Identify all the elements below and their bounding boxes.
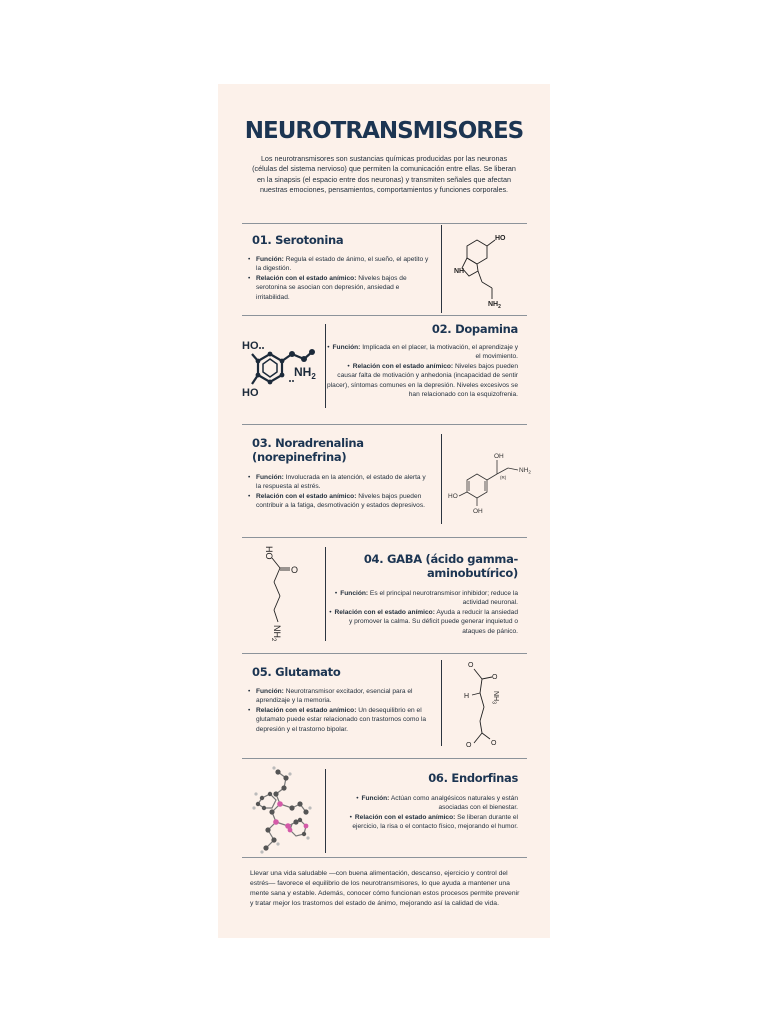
- list-item: • Relación con el estado anímico: Niveles bajos pueden contribuir a la fatiga, desmotivación y estados depresivos.: [248, 492, 431, 511]
- svg-text:NH2: $NH_2$: [270, 625, 282, 642]
- section-title-gaba: 04. GABA (ácido gamma-aminobutírico): [363, 552, 518, 580]
- svg-text:HO: HO: [242, 387, 259, 399]
- svg-text:OH: OH: [494, 453, 504, 460]
- vertical-divider: [441, 660, 442, 746]
- section-list-noradrenalina: [248, 473, 431, 511]
- list-item: • Relación con el estado anímico: Niveles bajos pueden causar falta de motivación y anhedonia (incapacidad de sentir placer), síntomas comunes en la depresión. Niveles excesivos se han relacionado con la esquizofrenia.: [326, 362, 518, 400]
- svg-text:NH3: $NH_3$: [490, 691, 499, 704]
- svg-text:(R): (R): [500, 475, 507, 480]
- section-list-endorfinas: [338, 794, 518, 832]
- svg-text:NH: NH: [454, 268, 465, 275]
- svg-text:O: O: [466, 742, 472, 749]
- divider: [242, 223, 527, 224]
- list-item: • Función: Neurotransmisor excitador, esencial para el aprendizaje y la memoria.: [248, 687, 428, 706]
- divider: [242, 537, 527, 538]
- vertical-divider: [441, 434, 442, 524]
- closing-paragraph: Llevar una vida saludable —con buena alimentación, descanso, ejercicio y control del estrés— favorece el equilibrio de los neurotransmisores, lo que ayuda a mantener una mente sana y estable. Además, conocer cómo funcionan estos procesos permite prevenir y tratar mejor los trastornos del estado de ánimo, mejorando así la calidad de vida.: [250, 870, 520, 907]
- divider: [242, 653, 527, 654]
- intro-paragraph: Los neurotransmisores son sustancias químicas producidas por las neuronas (células del sistema nervioso) que permiten la comunicación entre ellas. Se liberan en la sinapsis (el espacio entre dos neuronas) y transmiten señales que afectan nuestras emociones, pensamientos, comportamientos y funciones corporales.: [252, 154, 516, 195]
- svg-text:HO: HO: [448, 493, 458, 500]
- divider: [242, 857, 527, 858]
- list-item: • Función: Regula el estado de ánimo, el sueño, el apetito y la digestión.: [248, 255, 433, 274]
- list-item: • Función: Implicada en el placer, la motivación, el aprendizaje y el movimiento.: [326, 343, 518, 362]
- list-item: • Relación con el estado anímico: Se liberan durante el ejercicio, la risa o el contacto físico, mejorando el humor.: [338, 813, 518, 832]
- svg-text:OH: OH: [473, 508, 483, 515]
- section-title-serotonina: 01. Serotonina: [252, 233, 344, 247]
- svg-text:HO: HO: [264, 546, 274, 560]
- svg-text:HO: HO: [242, 340, 259, 352]
- section-title-dopamina: 02. Dopamina: [431, 322, 518, 336]
- dopamine-molecule-icon: [242, 334, 324, 404]
- vertical-divider: [325, 769, 326, 853]
- noradrenaline-molecule-icon: [444, 446, 540, 516]
- section-title-noradrenalina: 03. Noradrenalina (norepinefrina): [252, 436, 364, 464]
- section-list-serotonina: [248, 255, 433, 302]
- list-item: • Función: Involucrada en la atención, el estado de alerta y la respuesta al estrés.: [248, 473, 431, 492]
- svg-text:O: O: [491, 740, 497, 747]
- page-title: NEUROTRANSMISORES: [244, 118, 524, 144]
- section-title-glutamato: 05. Glutamato: [252, 665, 341, 679]
- glutamate-molecule-icon: [454, 657, 514, 753]
- svg-text:H: H: [464, 693, 470, 700]
- section-list-dopamina: [326, 343, 518, 399]
- divider: [242, 315, 527, 316]
- gaba-molecule-icon: [254, 544, 304, 652]
- svg-text:HO: HO: [495, 235, 506, 242]
- svg-text:NH2: $NH_2$: [488, 301, 501, 308]
- section-list-glutamato: [248, 687, 428, 734]
- svg-text:O: O: [492, 674, 498, 681]
- serotonin-molecule-icon: [452, 228, 516, 308]
- svg-text:O: O: [468, 662, 474, 669]
- svg-text:NH2: $NH_2$: [294, 365, 316, 381]
- list-item: • Relación con el estado anímico: Un desequilibrio en el glutamato puede estar relacionado con trastornos como la depresión y el trastorno bipolar.: [248, 706, 428, 734]
- endorphin-molecule-icon: [248, 764, 316, 856]
- list-item: • Relación con el estado anímico: Ayuda a reducir la ansiedad y promover la calma. Su déficit puede generar inquietud o ataques de pánico.: [326, 608, 518, 636]
- list-item: • Función: Actúan como analgésicos naturales y están asociadas con el bienestar.: [338, 794, 518, 813]
- list-item: • Función: Es el principal neurotransmisor inhibidor; reduce la actividad neuronal.: [326, 589, 518, 608]
- vertical-divider: [441, 225, 442, 313]
- svg-text:NH2: $NH_2$: [519, 467, 531, 475]
- divider: [242, 758, 527, 759]
- divider: [242, 424, 527, 425]
- svg-text:O: O: [291, 565, 299, 575]
- section-list-gaba: [326, 589, 518, 636]
- list-item: • Relación con el estado anímico: Niveles bajos de serotonina se asocian con depresión, ansiedad e irritabilidad.: [248, 274, 433, 302]
- infographic-poster: [218, 84, 550, 938]
- section-title-endorfinas: 06. Endorfinas: [428, 771, 518, 785]
